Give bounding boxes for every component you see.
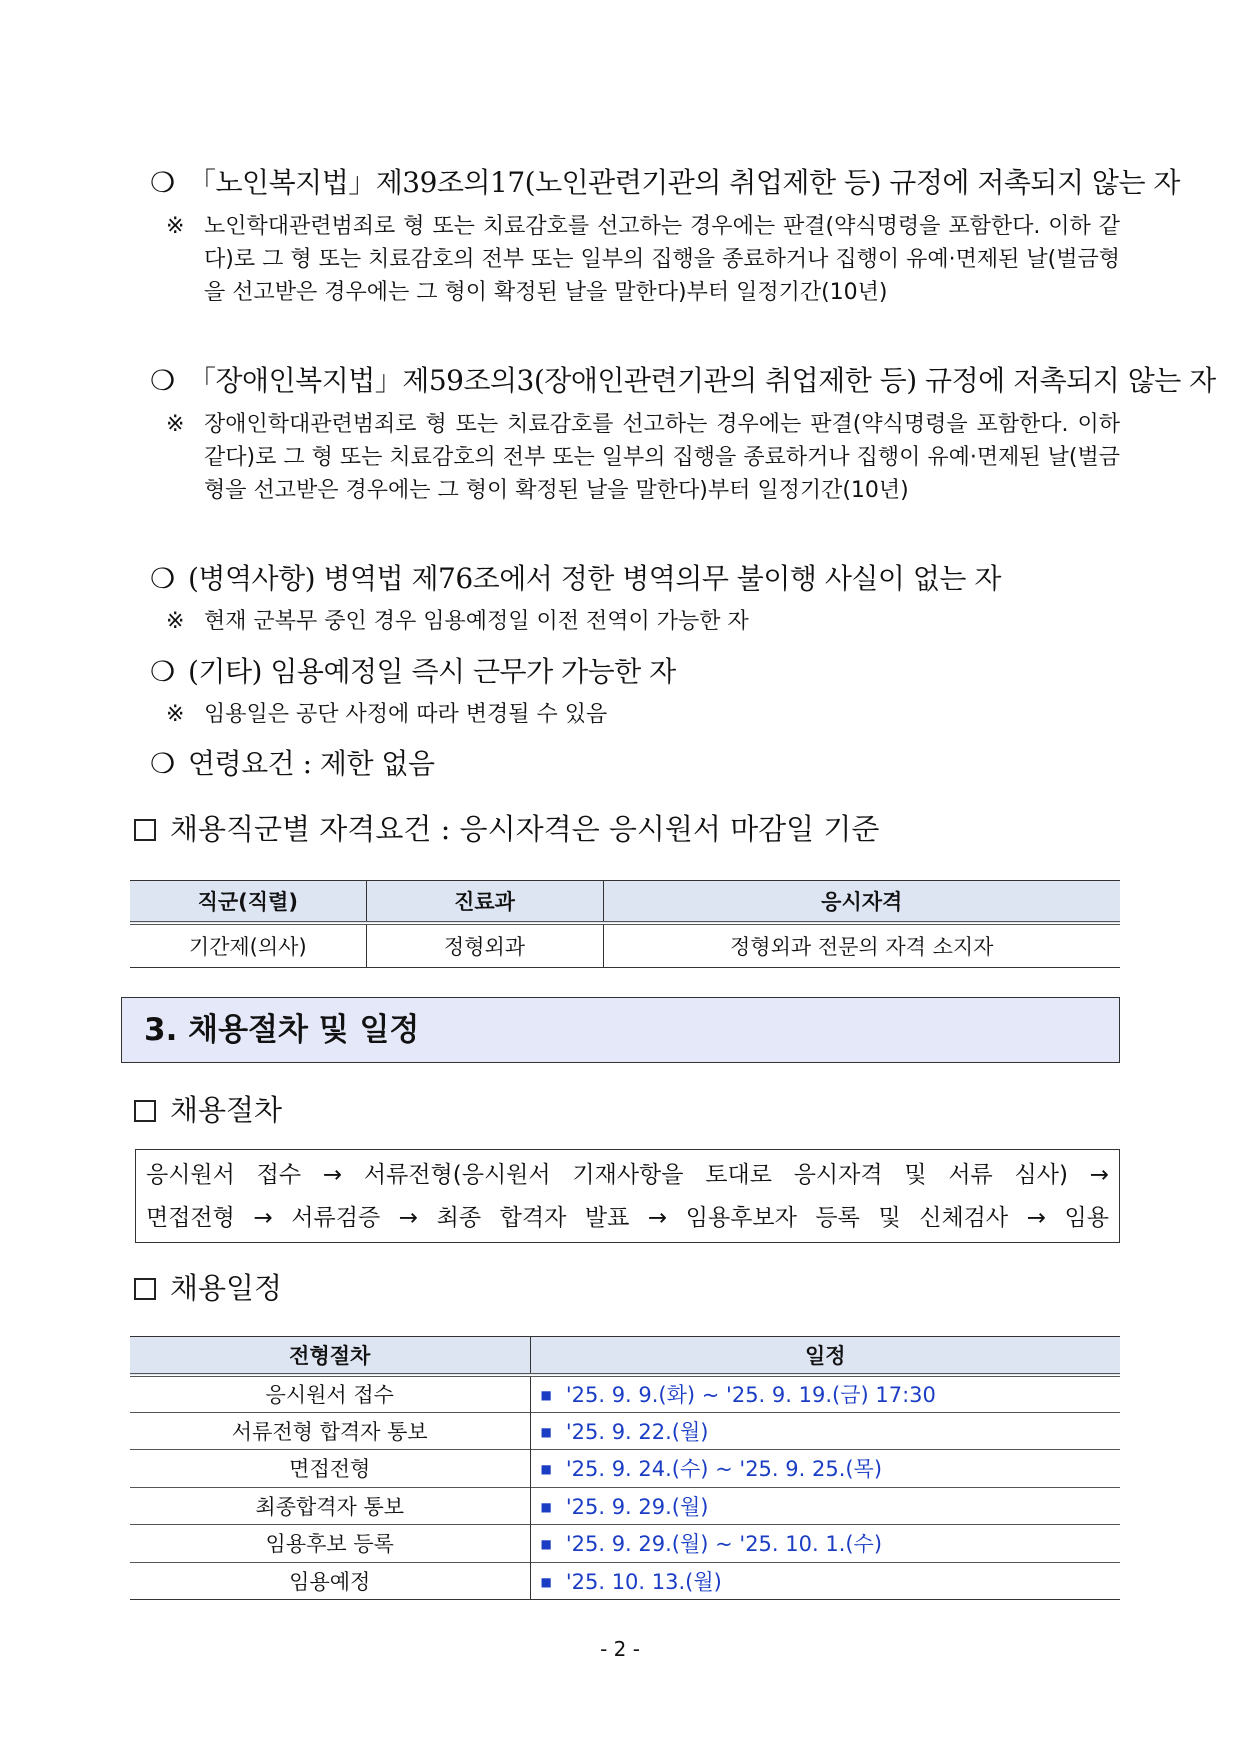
schedule-date-cell bbox=[530, 1487, 1120, 1525]
procedure-line: 응시원서 접수 → 서류전형(응시원서 기재사항을 토대로 응시자격 및 서류 심사) → bbox=[146, 1162, 1109, 1188]
square-bullet-icon: ■ bbox=[540, 1499, 552, 1514]
table-row bbox=[130, 1412, 1120, 1450]
table-row bbox=[130, 1525, 1120, 1563]
checkbox-square-icon bbox=[134, 819, 156, 841]
table-row bbox=[130, 1375, 1120, 1413]
schedule-date: '25. 9. 24.(수) ~ '25. 9. 25.(목) bbox=[565, 1457, 883, 1482]
schedule-section-title bbox=[134, 1268, 282, 1308]
table-row bbox=[130, 1450, 1120, 1488]
schedule-date: '25. 9. 29.(월) ~ '25. 10. 1.(수) bbox=[565, 1532, 883, 1557]
table-row bbox=[130, 1487, 1120, 1525]
requirement-item bbox=[150, 654, 1120, 690]
requirement-item bbox=[150, 363, 1216, 399]
procedure-line: 면접전형 → 서류검증 → 최종 합격자 발표 → 임용후보자 등록 및 신체검사 → 임용 bbox=[146, 1205, 1109, 1231]
circle-bullet-icon: ❍ bbox=[150, 166, 175, 199]
checkbox-square-icon bbox=[134, 1278, 156, 1300]
circle-bullet-icon: ❍ bbox=[150, 562, 175, 595]
circle-bullet-icon: ❍ bbox=[150, 655, 175, 688]
requirement-note bbox=[166, 698, 1120, 731]
schedule-step: 서류전형 합격자 통보 bbox=[130, 1412, 530, 1450]
requirement-text: (기타) 임용예정일 즉시 근무가 가능한 자 bbox=[188, 655, 676, 688]
table-header-row bbox=[130, 1337, 1120, 1375]
column-header: 직군(직렬) bbox=[130, 881, 366, 923]
square-bullet-icon: ■ bbox=[540, 1537, 552, 1552]
requirement-item bbox=[150, 561, 1120, 597]
reference-mark-icon: ※ bbox=[166, 412, 185, 437]
schedule-date-cell bbox=[530, 1450, 1120, 1488]
schedule-date-cell bbox=[530, 1525, 1120, 1563]
procedure-section-title bbox=[134, 1090, 282, 1130]
schedule-date-cell bbox=[530, 1562, 1120, 1600]
requirement-text: 연령요건 : 제한 없음 bbox=[188, 747, 435, 780]
reference-mark-icon: ※ bbox=[166, 609, 185, 634]
checkbox-square-icon bbox=[134, 1100, 156, 1122]
section-title-text: 채용일정 bbox=[170, 1271, 283, 1305]
section-title-text: 채용직군별 자격요건 : 응시자격은 응시원서 마감일 기준 bbox=[170, 812, 880, 846]
requirement-item bbox=[150, 165, 1180, 201]
note-text: 임용일은 공단 사정에 따라 변경될 수 있음 bbox=[204, 702, 608, 727]
requirement-text: (병역사항) 병역법 제76조에서 정한 병역의무 불이행 사실이 없는 자 bbox=[188, 562, 1001, 595]
requirement-note bbox=[166, 605, 1120, 638]
reference-mark-icon: ※ bbox=[166, 214, 185, 239]
circle-bullet-icon: ❍ bbox=[150, 747, 175, 780]
column-header: 전형절차 bbox=[130, 1337, 530, 1375]
schedule-step: 임용후보 등록 bbox=[130, 1525, 530, 1563]
square-bullet-icon: ■ bbox=[540, 1574, 552, 1589]
square-bullet-icon: ■ bbox=[540, 1388, 552, 1402]
schedule-date: '25. 10. 13.(월) bbox=[565, 1569, 722, 1594]
section-heading: 3. 채용절차 및 일정 bbox=[121, 997, 1120, 1063]
table-header-row bbox=[130, 881, 1120, 923]
table-cell: 정형외과 bbox=[366, 923, 603, 968]
table-row bbox=[130, 1562, 1120, 1600]
square-bullet-icon: ■ bbox=[540, 1462, 552, 1477]
square-bullet-icon: ■ bbox=[540, 1424, 552, 1439]
section-title-text: 채용절차 bbox=[170, 1093, 283, 1127]
schedule-step: 최종합격자 통보 bbox=[130, 1487, 530, 1525]
page-number: - 2 - bbox=[600, 1637, 640, 1661]
schedule-step: 면접전형 bbox=[130, 1450, 530, 1488]
schedule-date-cell bbox=[530, 1412, 1120, 1450]
schedule-date: '25. 9. 9.(화) ~ '25. 9. 19.(금) 17:30 bbox=[565, 1383, 936, 1407]
schedule-date: '25. 9. 22.(월) bbox=[565, 1419, 709, 1444]
schedule-table bbox=[130, 1336, 1120, 1600]
qualification-section-title bbox=[134, 809, 879, 849]
circle-bullet-icon: ❍ bbox=[150, 364, 175, 397]
requirement-note bbox=[166, 408, 1120, 507]
requirement-item bbox=[150, 746, 1120, 782]
note-text: 장애인학대관련범죄로 형 또는 치료감호를 선고하는 경우에는 판결(약식명령을 포함한다. 이하 같다)로 그 형 또는 치료감호의 전부 또는 일부의 집행을 종료하거나 집행이 유예·면제된 날(벌금형을 선고받은 경우에는 그 형이 확정된 날을 말한다)부터 일정기간(10년) bbox=[204, 412, 1120, 503]
note-text: 노인학대관련범죄로 형 또는 치료감호를 선고하는 경우에는 판결(약식명령을 포함한다. 이하 같다)로 그 형 또는 치료감호의 전부 또는 일부의 집행을 종료하거나 집행이 유예·면제된 날(벌금형을 선고받은 경우에는 그 형이 확정된 날을 말한다)부터 일정기간(10년) bbox=[204, 214, 1120, 305]
column-header: 응시자격 bbox=[603, 881, 1120, 923]
note-text: 현재 군복무 중인 경우 임용예정일 이전 전역이 가능한 자 bbox=[204, 609, 749, 634]
table-cell: 기간제(의사) bbox=[188, 934, 307, 959]
schedule-step: 임용예정 bbox=[130, 1562, 530, 1600]
requirement-text: 「장애인복지법」제59조의3(장애인관련기관의 취업제한 등) 규정에 저촉되지 않는 자 bbox=[188, 364, 1216, 397]
procedure-flow-box bbox=[135, 1149, 1120, 1243]
table-row bbox=[130, 923, 1120, 968]
reference-mark-icon: ※ bbox=[166, 702, 185, 727]
qualification-table bbox=[130, 880, 1120, 968]
column-header: 일정 bbox=[530, 1337, 1120, 1375]
schedule-date-cell bbox=[530, 1375, 1120, 1413]
schedule-step: 응시원서 접수 bbox=[265, 1383, 394, 1407]
column-header: 진료과 bbox=[366, 881, 603, 923]
table-cell: 정형외과 전문의 자격 소지자 bbox=[603, 923, 1120, 968]
schedule-date: '25. 9. 29.(월) bbox=[565, 1494, 709, 1519]
requirement-note bbox=[166, 210, 1120, 309]
requirement-text: 「노인복지법」제39조의17(노인관련기관의 취업제한 등) 규정에 저촉되지 않는 자 bbox=[188, 166, 1180, 199]
